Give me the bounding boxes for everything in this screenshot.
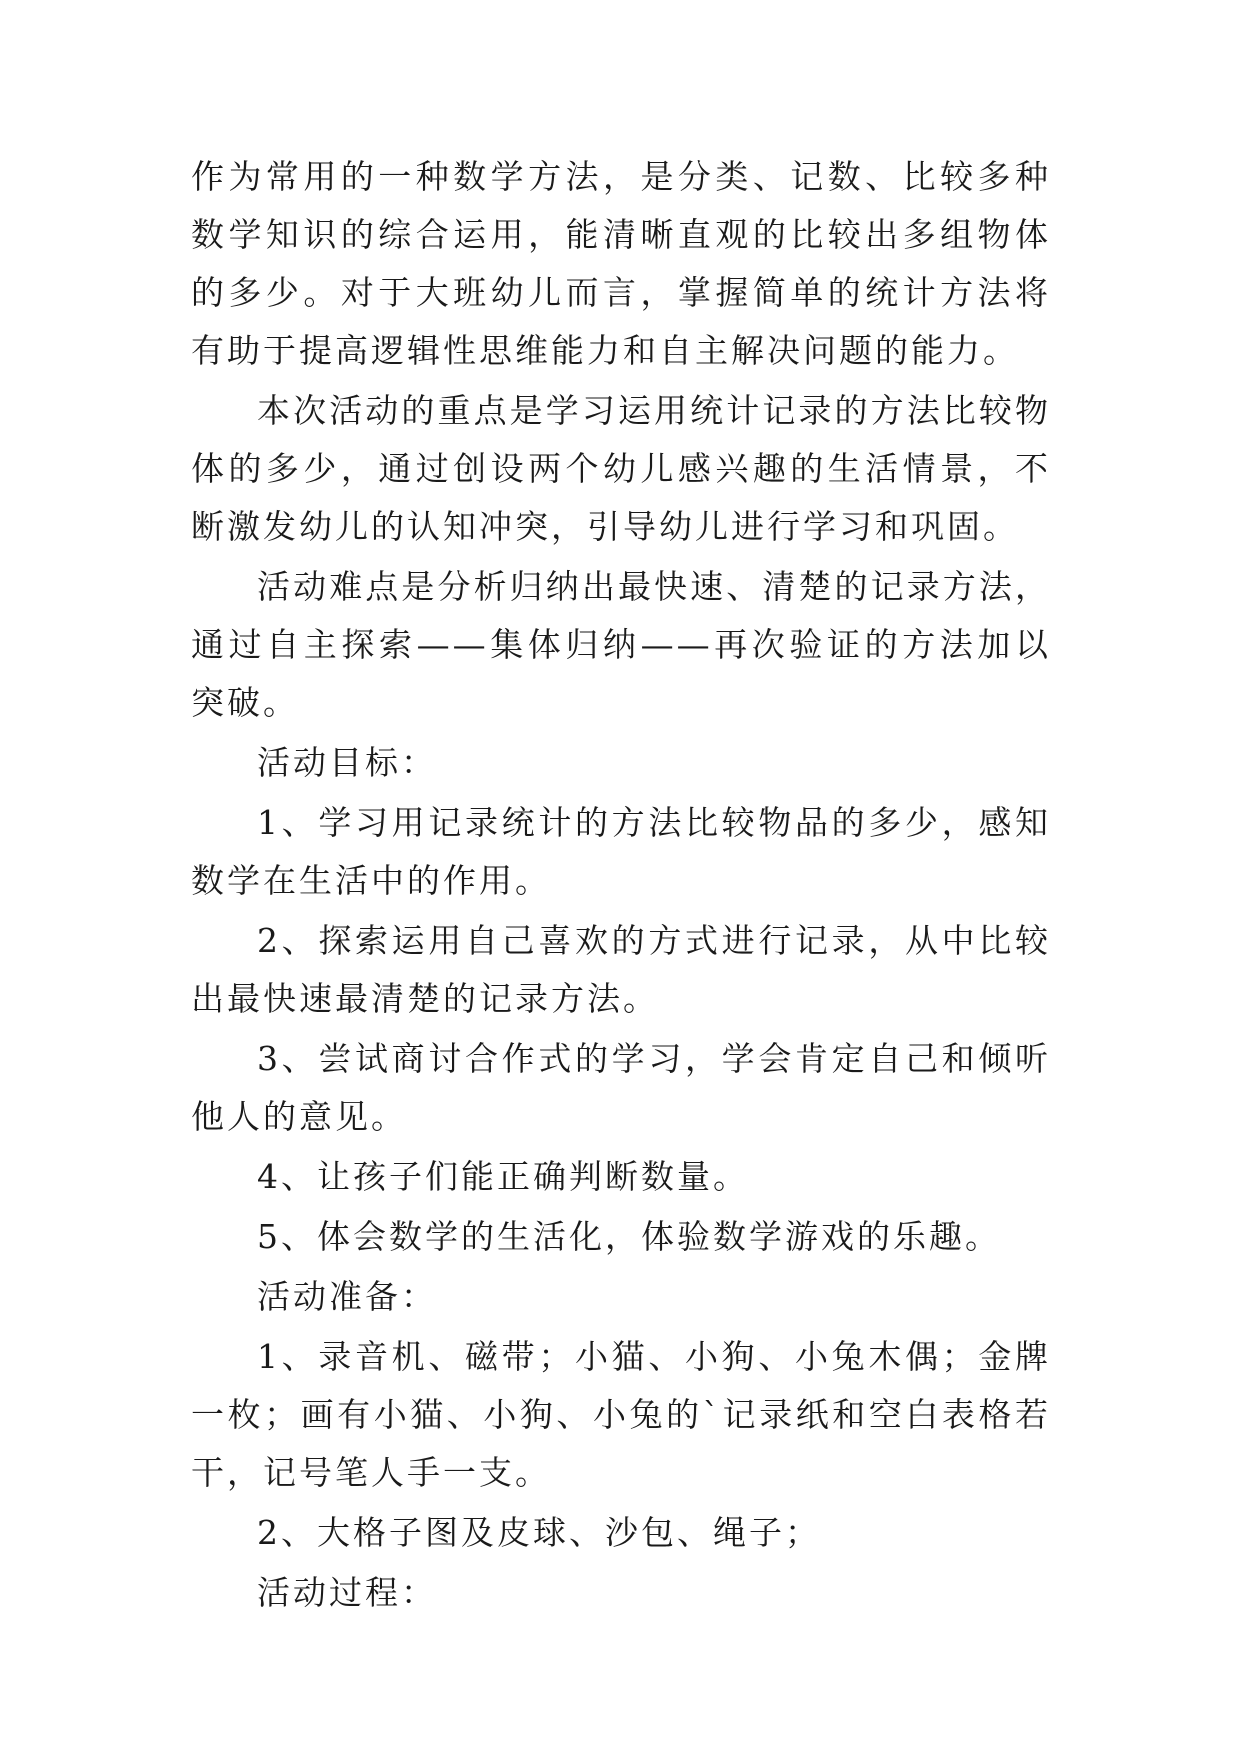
goal-item-1: 1、学习用记录统计的方法比较物品的多少，感知数学在生活中的作用。 bbox=[191, 803, 1051, 900]
goal-item-5: 5、体会数学的生活化，体验数学游戏的乐趣。 bbox=[257, 1217, 1001, 1256]
goal-item-3: 3、尝试商讨合作式的学习，学会肯定自己和倾听他人的意见。 bbox=[191, 1039, 1051, 1136]
document-body bbox=[191, 148, 1051, 1624]
heading-activity-preparation: 活动准备： bbox=[257, 1277, 437, 1316]
preparation-item-2: 2、大格子图及皮球、沙包、绳子； bbox=[257, 1513, 821, 1552]
paragraph-difficulty: 活动难点是分析归纳出最快速、清楚的记录方法，通过自主探索——集体归纳——再次验证的方法加以突破。 bbox=[191, 567, 1051, 722]
paragraph-intro: 作为常用的一种数学方法，是分类、记数、比较多种数学知识的综合运用，能清晰直观的比较出多组物体的多少。对于大班幼儿而言，掌握简单的统计方法将有助于提高逻辑性思维能力和自主解决问题的能力。 bbox=[191, 157, 1051, 370]
preparation-item-1: 1、录音机、磁带；小猫、小狗、小兔木偶；金牌一枚；画有小猫、小狗、小兔的`记录纸和空白表格若干，记号笔人手一支。 bbox=[191, 1337, 1051, 1492]
goal-item-4: 4、让孩子们能正确判断数量。 bbox=[257, 1157, 749, 1196]
goal-item-2: 2、探索运用自己喜欢的方式进行记录，从中比较出最快速最清楚的记录方法。 bbox=[191, 921, 1051, 1018]
paragraph-key-point: 本次活动的重点是学习运用统计记录的方法比较物体的多少，通过创设两个幼儿感兴趣的生活情景，不断激发幼儿的认知冲突，引导幼儿进行学习和巩固。 bbox=[191, 391, 1051, 546]
heading-activity-process: 活动过程： bbox=[257, 1573, 437, 1612]
heading-activity-goals: 活动目标： bbox=[257, 743, 437, 782]
